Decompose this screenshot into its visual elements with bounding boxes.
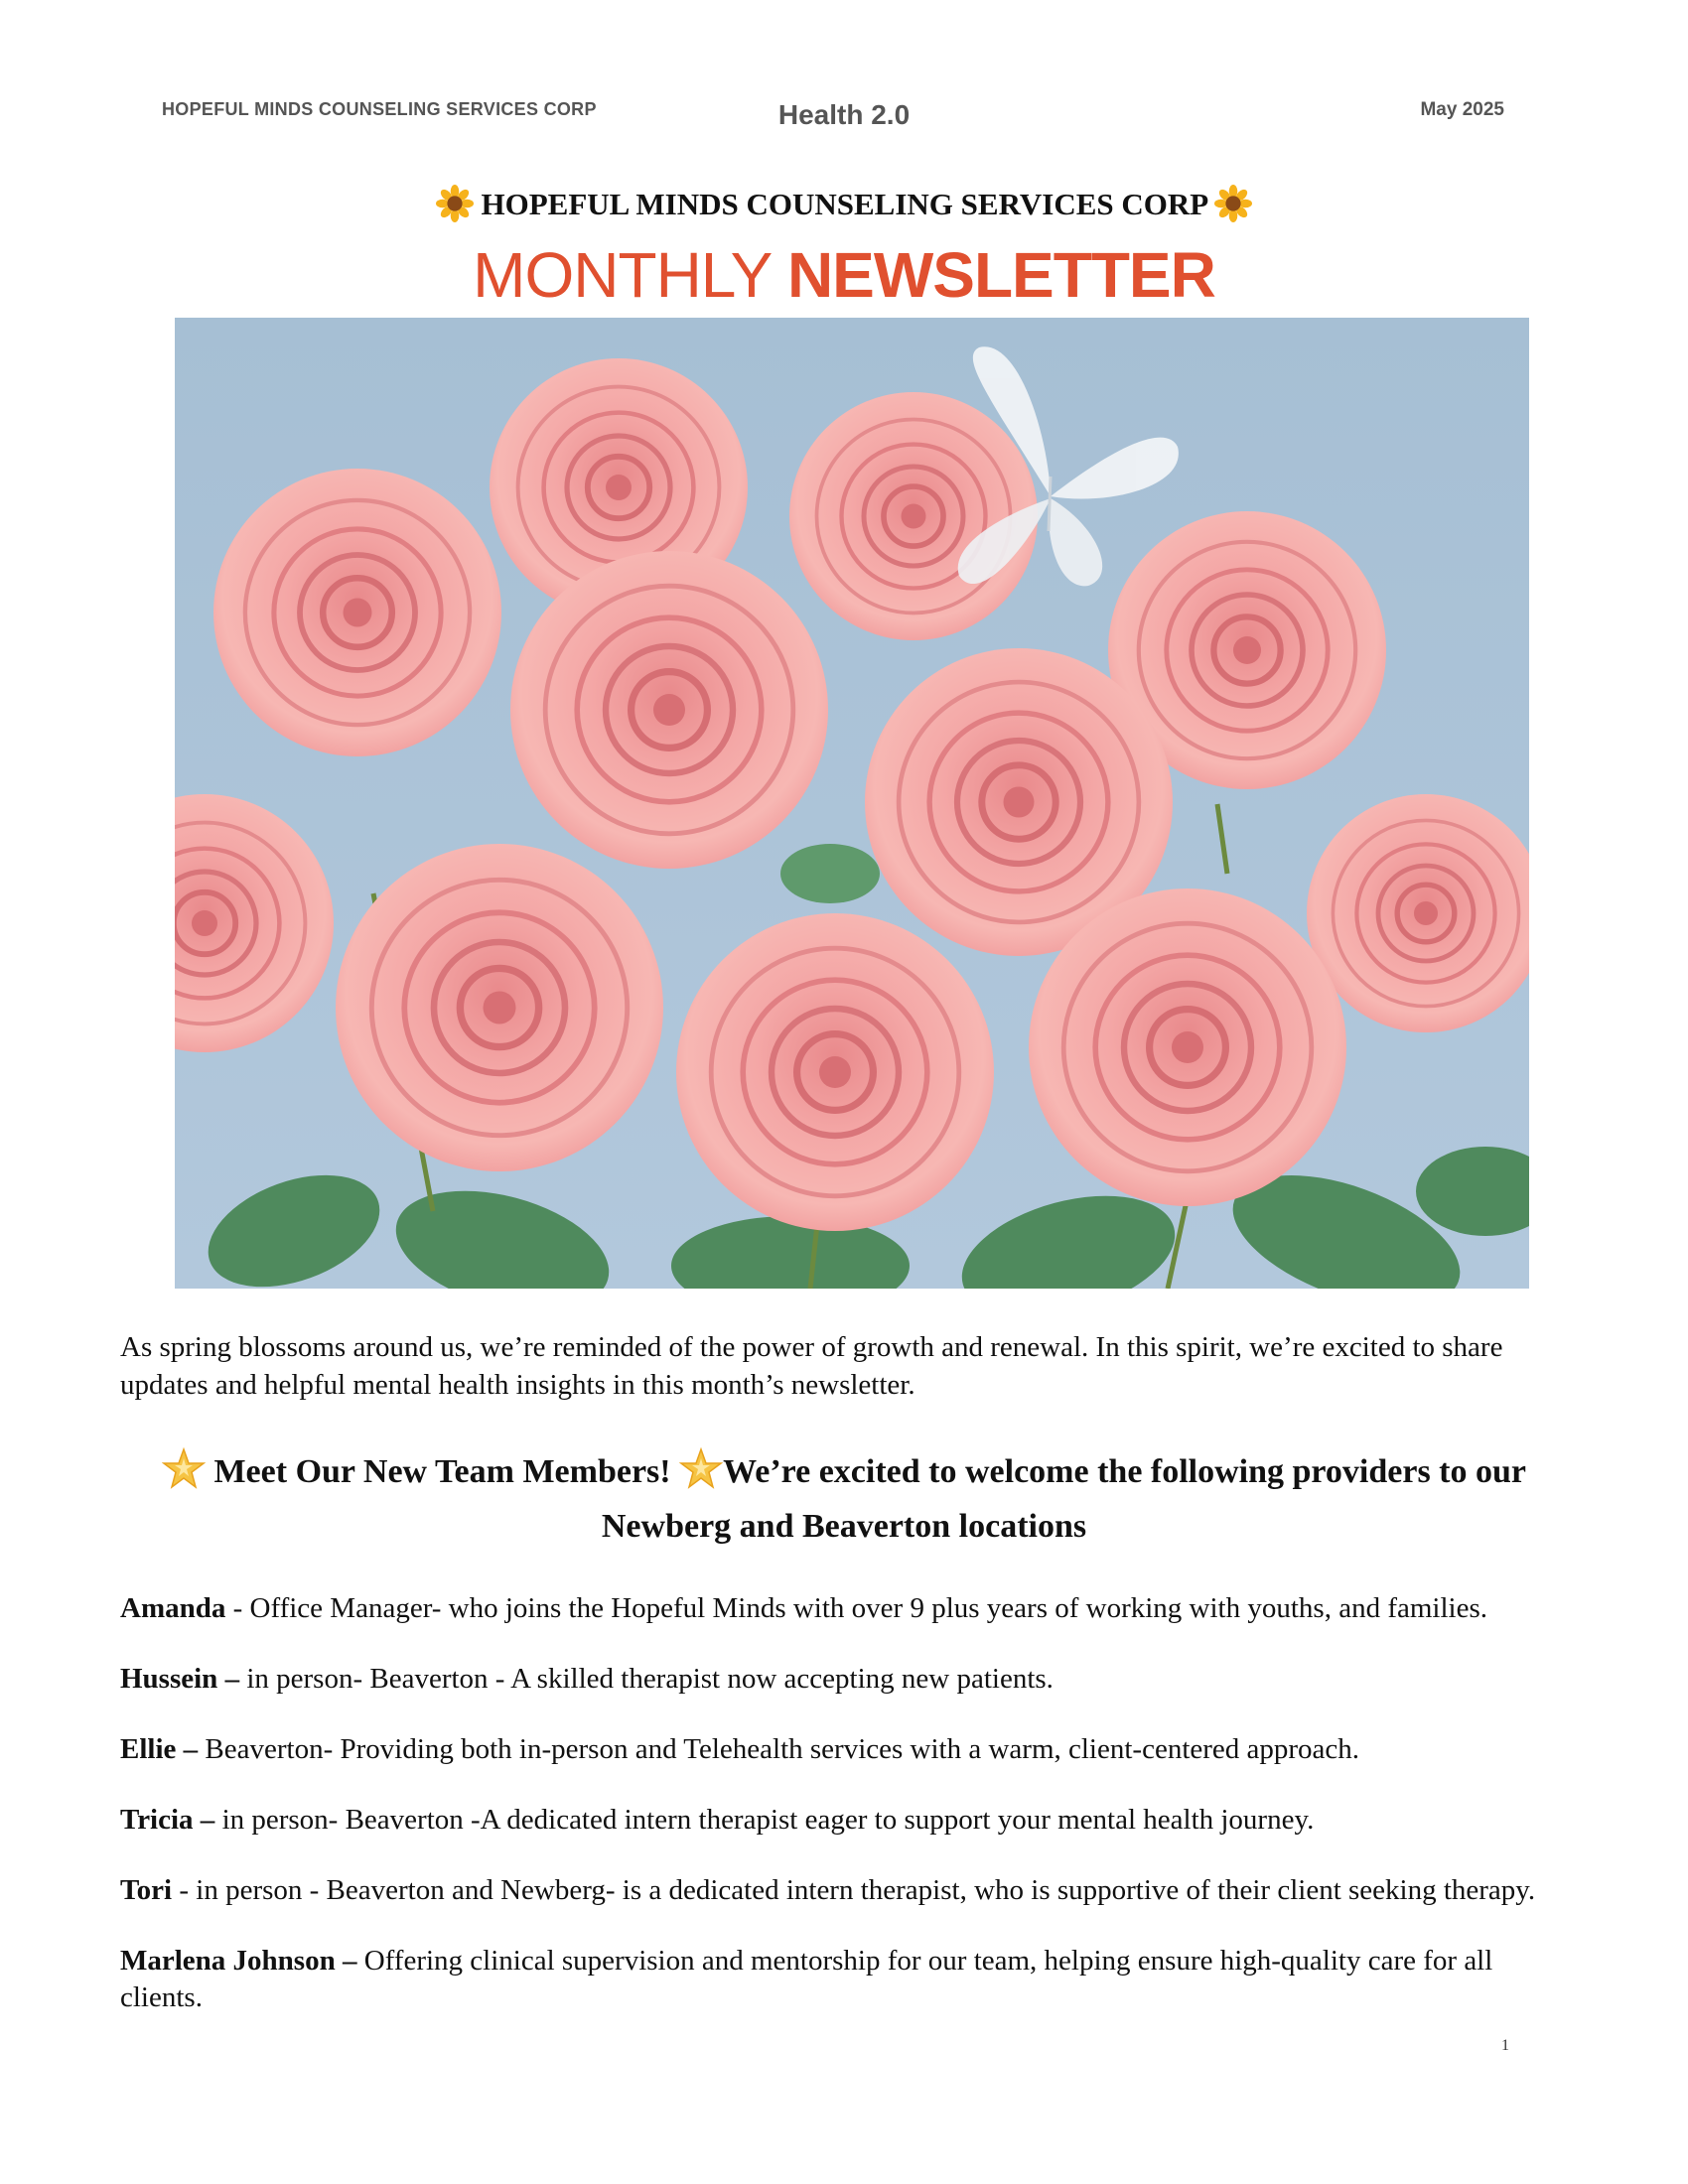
header-org-name: HOPEFUL MINDS COUNSELING SERVICES CORP (162, 99, 597, 119)
glowing-star-icon (162, 1446, 206, 1490)
title-bold: NEWSLETTER (786, 239, 1215, 311)
member-description: - in person - Beaverton and Newberg- is a dedicated intern therapist, who is supportive of their client seeking therapy. (172, 1874, 1536, 1906)
team-heading-part2: We’re excited to welcome the following providers to our Newberg and Beaverton locations (601, 1453, 1527, 1545)
sunflower-icon (1214, 185, 1252, 222)
page-number: 1 (1501, 2037, 1509, 2054)
member-description: Beaverton- Providing both in-person and Telehealth services with a warm, client-centered approach. (198, 1733, 1360, 1765)
sunflower-icon (436, 185, 474, 222)
newsletter-title (0, 238, 1688, 312)
member-description: in person- Beaverton -A dedicated intern therapist eager to support your mental health journey. (214, 1804, 1315, 1836)
team-section-heading (99, 1444, 1589, 1554)
member-name: Amanda (120, 1592, 226, 1624)
team-member (120, 1802, 1570, 1839)
header-date: May 2025 (1420, 99, 1504, 120)
member-name: Tori (120, 1874, 173, 1906)
team-member (120, 1943, 1570, 2016)
member-name: Marlena Johnson – (120, 1945, 357, 1977)
team-members-list (120, 1590, 1570, 2050)
team-member (120, 1872, 1570, 1909)
member-name: Tricia – (120, 1804, 215, 1836)
member-description: in person- Beaverton - A skilled therapist now accepting new patients. (239, 1663, 1054, 1695)
member-description: Offering clinical supervision and mentorship for our team, helping ensure high-quality care for all clients. (120, 1945, 1493, 2013)
glowing-star-icon (679, 1446, 723, 1490)
roses-illustration (175, 318, 1529, 1289)
masthead-org-line (0, 185, 1688, 222)
masthead-org-name: HOPEFUL MINDS COUNSELING SERVICES CORP (481, 187, 1207, 221)
member-name: Hussein – (120, 1663, 240, 1695)
member-name: Ellie – (120, 1733, 199, 1765)
team-member (120, 1661, 1570, 1698)
hero-image-roses (175, 318, 1529, 1289)
member-description: - Office Manager- who joins the Hopeful Minds with over 9 plus years of working with youths, and families. (225, 1592, 1487, 1624)
intro-paragraph: As spring blossoms around us, we’re reminded of the power of growth and renewal. In this spirit, we’re excited to share updates and helpful mental health insights in this month’s newsletter. (120, 1331, 1503, 1401)
header-issue-title: Health 2.0 (777, 99, 911, 130)
title-light: MONTHLY (473, 239, 772, 311)
team-member (120, 1590, 1570, 1627)
team-member (120, 1731, 1570, 1768)
team-heading-part1: Meet Our New Team Members! (213, 1453, 671, 1490)
